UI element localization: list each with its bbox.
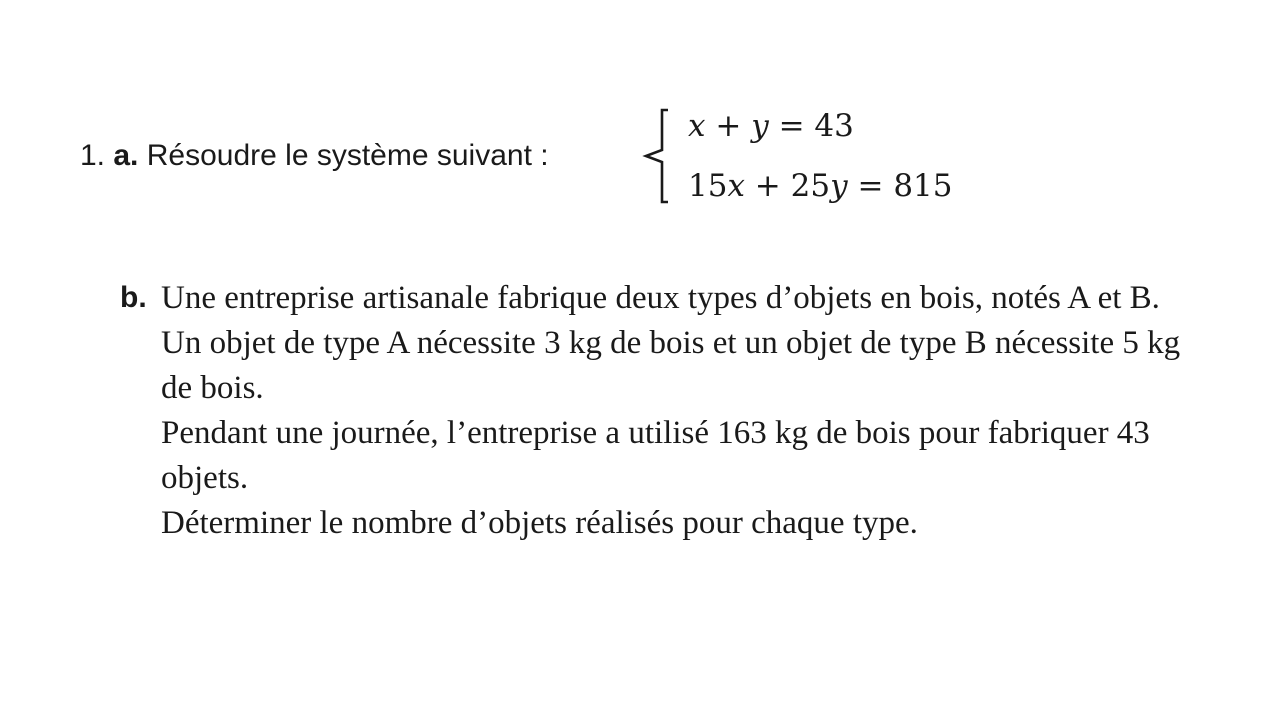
question-b-paragraph: Un objet de type A nécessite 3 kg de bois et un objet de type B nécessite 5 kg de bois. xyxy=(161,325,1181,406)
coefficient-y: 25 xyxy=(790,168,831,204)
question-b-paragraph: Une entreprise artisanale fabrique deux types d’objets en bois, notés A et B. xyxy=(161,280,1160,316)
plus-sign: + xyxy=(754,168,781,204)
variable-x: x xyxy=(688,108,706,144)
equation-2 xyxy=(688,166,952,206)
equation-system xyxy=(640,104,1000,208)
question-b-paragraph: Pendant une journée, l’entreprise a utilisé 163 kg de bois pour fabriquer 43 objets. xyxy=(161,415,1150,496)
question-a-line xyxy=(80,136,549,176)
question-b-paragraph: Déterminer le nombre d’objets réalisés pour chaque type. xyxy=(161,505,918,541)
question-a-letter: a. xyxy=(113,139,139,172)
equals-sign: = xyxy=(857,168,884,204)
equation-2-rhs: 815 xyxy=(893,168,953,204)
left-brace-icon xyxy=(640,104,680,208)
equation-1-rhs: 43 xyxy=(814,108,854,144)
question-a-text: Résoudre le système suivant : xyxy=(146,139,549,172)
question-number: 1. xyxy=(80,139,106,172)
variable-y: y xyxy=(751,108,769,144)
coefficient-x: 15 xyxy=(688,168,728,204)
variable-x: x xyxy=(727,168,745,204)
variable-y: y xyxy=(830,168,848,204)
equals-sign: = xyxy=(778,108,805,144)
plus-sign: + xyxy=(715,108,742,144)
equation-1 xyxy=(688,106,854,146)
question-b-text xyxy=(161,276,1200,546)
question-b-letter: b. xyxy=(120,281,147,314)
